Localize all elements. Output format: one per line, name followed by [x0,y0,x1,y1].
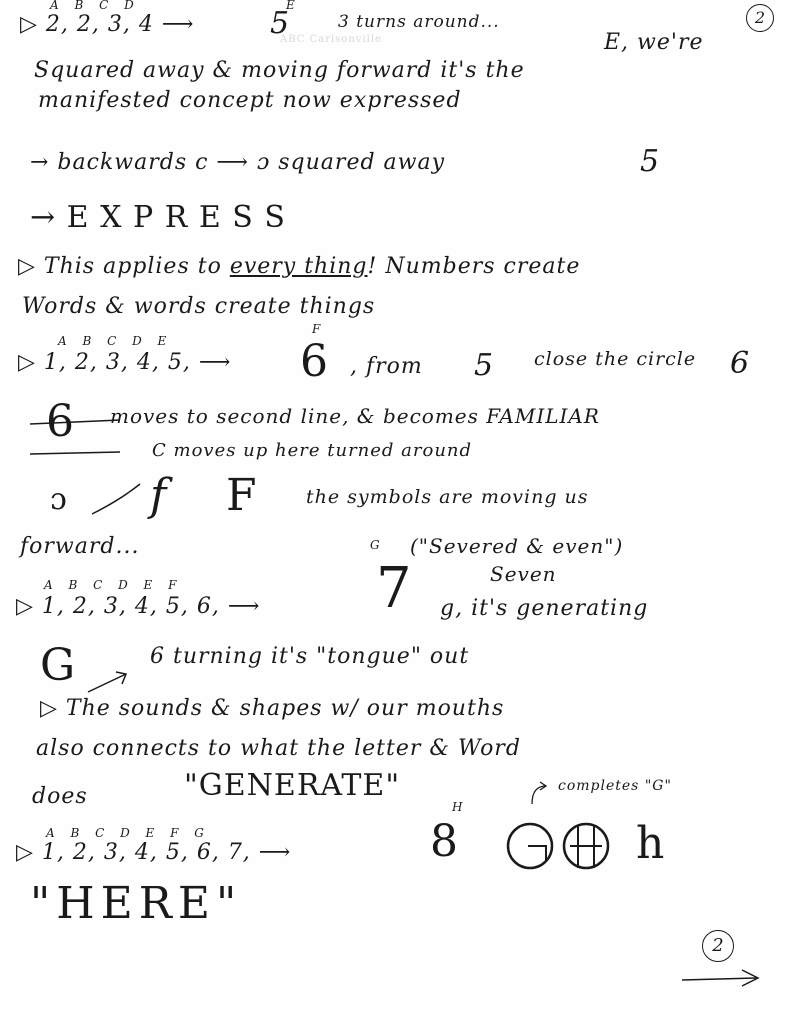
letter-superscript: A B C D E F G [46,826,210,840]
big-numeral: 6 [730,346,751,381]
footer-page-number: 2 [702,930,734,962]
big-numeral: 5 [270,6,291,41]
line-12: forward... [20,534,140,559]
line-2: Squared away & moving forward it's the [34,58,525,83]
line-1-right: E, we're [604,30,704,55]
emphasis-everything: every thing [229,254,368,279]
completes-g-note: completes "G" [558,778,672,794]
number-sequence: 2, 2, 3, 4 [45,12,154,37]
line-16: ▷ The sounds & shapes w/ our mouths [40,696,505,721]
line-19-sequence: ▷ 1, 2, 3, 4, 5, 6, 7, ⟶ [16,840,292,865]
uppercase-f: F [226,470,258,521]
line-5-express: → E X P R E S S [30,200,286,235]
line-8-sequence: ▷ 1, 2, 3, 4, 5, ⟶ [18,350,232,375]
backwards-c: ɔ [50,482,68,517]
arrow-icon [528,782,552,806]
big-numeral: 6 [300,336,329,387]
line-15: 6 turning it's "tongue" out [150,644,470,669]
lowercase-f: f [150,470,168,521]
line-1-sequence [20,12,194,37]
letter-superscript: A B C D [50,0,140,12]
curled-five: 5 [474,348,495,383]
line-10: C moves up here turned around [152,440,473,461]
line-8-from: , from [350,354,423,379]
overlapping-g-h-drawing [504,820,614,872]
line-17: also connects to what the letter & Word [36,736,521,761]
page-number-badge: 2 [746,4,774,32]
letter-superscript: A B C D E F [44,578,183,592]
big-numeral: 5 [640,144,661,179]
arrow-icon: ⟶ [161,12,195,37]
big-numeral: 6 [46,396,75,447]
line-11: the symbols are moving us [306,486,589,508]
big-numeral: 7 [376,556,413,621]
line-18-generate: "GENERATE" [184,768,401,803]
big-numeral: 8 [430,816,459,867]
arrow-icon [680,966,764,992]
line-18-does: does [32,784,88,809]
letter-superscript: F [312,322,327,336]
line-14-sequence: ▷ 1, 2, 3, 4, 5, 6, ⟶ [16,594,261,619]
line-6: ▷ This applies to every thing! Numbers create [18,254,581,279]
line-20-here: "HERE" [30,878,243,929]
letter-superscript: E [286,0,301,12]
big-letter-g: G [40,640,77,691]
line-9: moves to second line, & becomes FAMILIAR [110,404,600,428]
line-13: Seven [490,562,557,586]
line-3: manifested concept now expressed [38,88,462,113]
letter-superscript: A B C D E [58,334,173,348]
faint-bleed-text: ABC Carlsonville [280,34,382,45]
close-circle-note: close the circle [534,348,697,370]
letter-superscript: G [370,538,386,552]
line-12-quote: ("Severed & even") [410,534,624,558]
arrow-icon [86,668,136,698]
lowercase-h: h [636,818,666,869]
line-7: Words & words create things [22,294,376,319]
arrow-icon [90,480,150,520]
line-4: → backwards c ⟶ ɔ squared away [30,150,446,175]
line-14-note: g, it's generating [440,596,649,621]
line-1-note: 3 turns around... [338,12,500,32]
letter-superscript: H [452,800,469,814]
bullet-icon: ▷ [20,12,38,37]
